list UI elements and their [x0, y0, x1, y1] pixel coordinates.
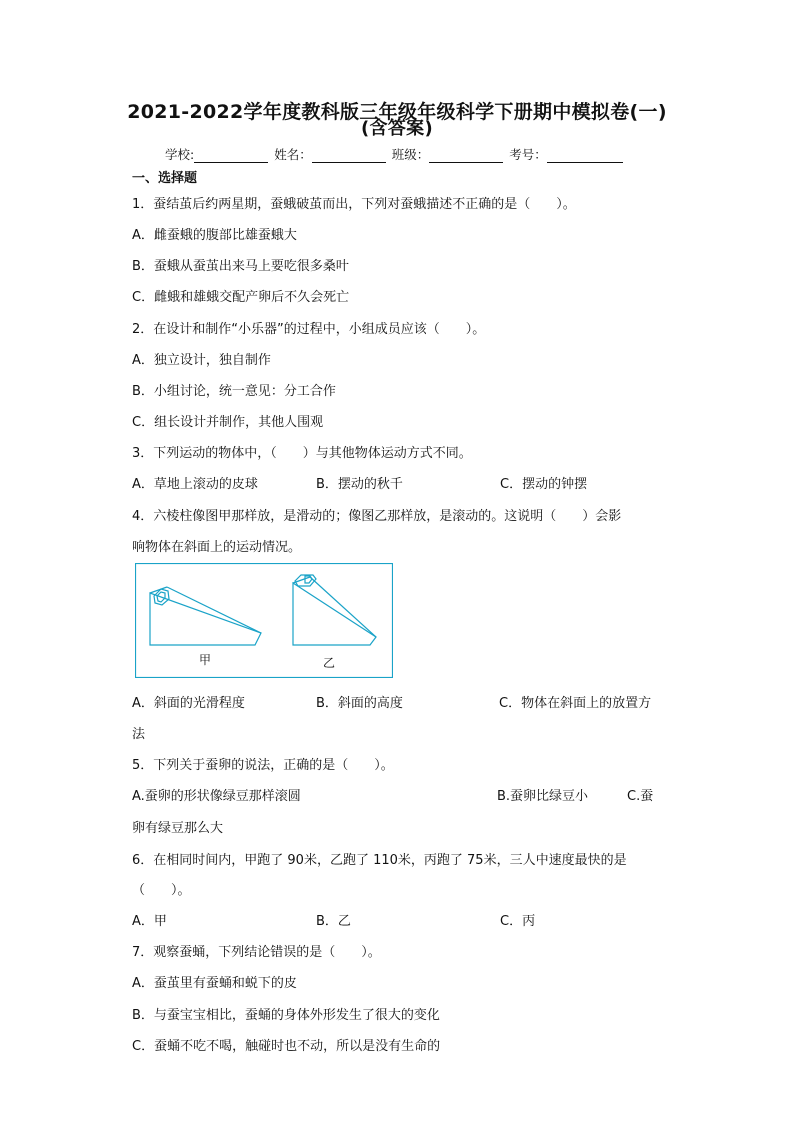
question-5-option-a[interactable]: A.蚕卵的形状像绿豆那样滚圆 [132, 789, 301, 804]
question-1-stem: 1．蚕结茧后约两星期，蚕蛾破茧而出，下列对蚕蛾描述不正确的是（ ）。 [132, 197, 576, 212]
question-4-option-a[interactable]: A．斜面的光滑程度 [132, 696, 245, 711]
question-4-option-c-cont: 法 [132, 727, 146, 742]
student-info-row [165, 145, 625, 163]
question-7-option-b[interactable]: B．与蚕宝宝相比，蚕蛹的身体外形发生了很大的变化 [132, 1008, 440, 1023]
question-5-option-b[interactable]: B.蚕卵比绿豆小 [497, 789, 589, 804]
question-6-stem-line2: （ ）。 [132, 883, 191, 898]
figure-frame [136, 564, 393, 678]
question-4-stem-line2: 响物体在斜面上的运动情况。 [132, 540, 302, 555]
question-5-stem: 5．下列关于蚕卵的说法，正确的是（ ）。 [132, 758, 394, 773]
name-label: 姓名： [274, 147, 312, 162]
question-7-stem: 7．观察蚕蛹，下列结论错误的是（ ）。 [132, 945, 381, 960]
question-1-option-c[interactable]: C．雌蛾和雄蛾交配产卵后不久会死亡 [132, 290, 350, 305]
question-1-option-a[interactable]: A．雌蚕蛾的腹部比雄蚕蛾大 [132, 228, 297, 243]
question-6-option-c[interactable]: C．丙 [500, 914, 536, 929]
incline-a [150, 587, 261, 645]
question-4-option-b[interactable]: B．斜面的高度 [316, 696, 403, 711]
question-4-stem-line1: 4．六棱柱像图甲那样放，是滑动的；像图乙那样放，是滚动的。这说明（ ）会影 [132, 509, 622, 524]
question-2-option-b[interactable]: B．小组讨论，统一意见：分工合作 [132, 384, 336, 399]
name-blank[interactable] [312, 162, 386, 163]
question-2-stem: 2．在设计和制作“小乐器”的过程中，小组成员应该（ ）。 [132, 322, 486, 337]
section-heading: 一、选择题 [132, 171, 198, 186]
question-7-option-a[interactable]: A．蚕茧里有蚕蛹和蜕下的皮 [132, 976, 297, 991]
question-6-stem-line1: 6．在相同时间内，甲跑了 90米，乙跑了 110米，丙跑了 75米，三人中速度最快的是 [132, 853, 627, 868]
school-label: 学校: [165, 147, 195, 162]
incline-b-slope [310, 577, 376, 637]
question-6-option-a[interactable]: A．甲 [132, 914, 167, 929]
question-3-option-a[interactable]: A．草地上滚动的皮球 [132, 477, 258, 492]
class-label: 班级： [391, 147, 430, 162]
class-blank[interactable] [429, 162, 503, 163]
exam-title: 2021-2022学年度教科版三年级年级科学下册期中模拟卷(一) [127, 101, 667, 123]
question-3-stem: 3．下列运动的物体中，（ ）与其他物体运动方式不同。 [132, 446, 472, 461]
question-3-option-b[interactable]: B．摆动的秋千 [316, 477, 403, 492]
question-5-option-c-cont: 卵有绿豆那么大 [132, 821, 224, 836]
number-blank[interactable] [547, 162, 623, 163]
figure-label-b: 乙 [323, 656, 336, 670]
question-5-option-c[interactable]: C.蚕 [627, 789, 654, 804]
question-2-option-c[interactable]: C．组长设计并制作，其他人围观 [132, 415, 324, 430]
question-1-option-b[interactable]: B．蚕蛾从蚕茧出来马上要吃很多桑叶 [132, 259, 349, 274]
question-7-option-c[interactable]: C．蚕蛹不吃不喝，触碰时也不动，所以是没有生命的 [132, 1039, 441, 1054]
figure-label-a: 甲 [199, 653, 212, 667]
exam-subtitle: (含答案) [361, 118, 433, 139]
incline-figure [135, 563, 393, 678]
number-label: 考号： [509, 147, 547, 162]
question-3-option-c[interactable]: C．摆动的钟摆 [500, 477, 588, 492]
question-4-option-c[interactable]: C．物体在斜面上的放置方 [499, 696, 652, 711]
incline-b-ramp [293, 583, 376, 645]
incline-a-slope [167, 587, 261, 633]
question-2-option-a[interactable]: A．独立设计，独自制作 [132, 353, 271, 368]
school-blank[interactable] [194, 162, 268, 163]
incline-b [293, 575, 376, 645]
question-6-option-b[interactable]: B．乙 [316, 914, 351, 929]
